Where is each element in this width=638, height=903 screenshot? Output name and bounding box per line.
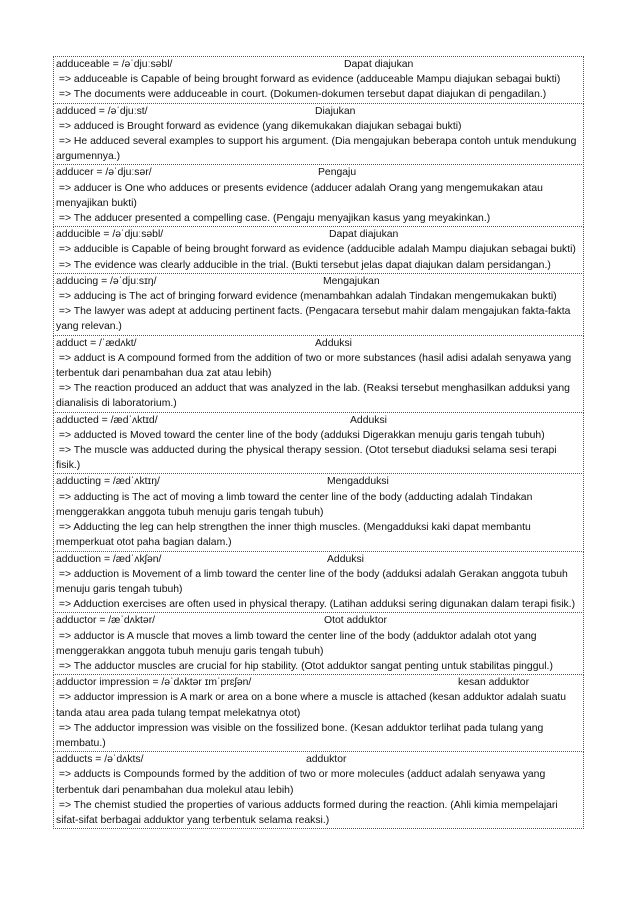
dictionary-entry: [53, 412, 584, 475]
entry-example: => The adductor impression was visible on the fossilized bone. (Kesan adduktor terlihat pada tulang yang membatu.): [56, 722, 547, 749]
entry-term: adduced = /əˈdjuːst/: [56, 105, 148, 117]
entry-term: adducible = /əˈdjuːsəbl/: [56, 229, 164, 241]
entry-translation: Otot adduktor: [324, 615, 387, 627]
dictionary-entry: [53, 164, 584, 227]
entry-example: => Adduction exercises are often used in physical therapy. (Latihan adduksi sering digunakan dalam terapi fisik.): [56, 599, 576, 611]
entry-term: adductor = /æˈdʌktər/: [56, 615, 156, 627]
entry-header: [56, 227, 581, 242]
entry-definition: => adduced is Brought forward as evidence (yang dikemukakan diajukan sebagai bukti): [56, 120, 462, 132]
dictionary-entry: [53, 674, 584, 752]
entry-definition: => adducting is The act of moving a limb toward the center line of the body (adducting adalah Tindakan menggerakkan anggota tubuh menuju garis tengah tubuh): [56, 491, 536, 518]
entry-example: => The chemist studied the properties of various adducts formed during the reaction. (Ahli kimia mempelajari sifat-sifat berbagai adduktor yang terbentuk selama reaksi.): [56, 799, 561, 826]
dictionary-entry: [53, 473, 584, 551]
entry-example: => The lawyer was adept at adducing pertinent facts. (Pengacara tersebut mahir dalam mengajukan fakta-fakta yang relevan.): [56, 306, 574, 333]
entry-term: adducts = /əˈdʌkts/: [56, 754, 144, 766]
entry-translation: adduktor: [306, 754, 347, 766]
entry-definition: => adducing is The act of bringing forward evidence (menambahkan adalah Tindakan mengemukakan bukti): [56, 291, 557, 303]
dictionary-entry: [53, 751, 584, 829]
entry-definition: => adduct is A compound formed from the addition of two or more substances (hasil adisi adalah senyawa yang terbentuk dari penambahan dua zat atau lebih): [56, 352, 575, 380]
entry-example: => The muscle was adducted during the physical therapy session. (Otot tersebut diaduksi selama sesi terapi fisik.): [56, 445, 560, 472]
entry-header: [56, 552, 581, 567]
entry-header: [56, 474, 581, 489]
entry-translation: Adduksi: [350, 414, 387, 426]
entry-term: adduceable = /əˈdjuːsəbl/: [56, 59, 173, 70]
entry-example: => He adduced several examples to support his argument. (Dia mengajukan beberapa contoh untuk mendukung argumennya.): [56, 136, 580, 163]
dictionary-entry: [53, 103, 584, 166]
entry-header: [56, 413, 581, 428]
entry-translation: Mengadduksi: [327, 476, 389, 488]
entry-term: adducted = /ædˈʌktɪd/: [56, 414, 158, 426]
dictionary-entry: [53, 335, 584, 413]
entry-header: [56, 104, 581, 119]
entry-example: => The evidence was clearly adducible in the trial. (Bukti tersebut jelas dapat diajukan dalam persidangan.): [56, 259, 551, 271]
entry-example: => The adductor muscles are crucial for hip stability. (Otot adduktor sangat penting untuk stabilitas pinggul.): [56, 660, 553, 672]
entry-term: adductor impression = /əˈdʌktər ɪmˈprɛʃən/: [56, 677, 252, 689]
dictionary-entry: [53, 551, 584, 614]
entry-example: => The documents were adduceable in court. (Dokumen-dokumen tersebut dapat diajukan di pengadilan.): [56, 89, 547, 101]
entry-definition: => adduction is Movement of a limb toward the center line of the body (adduksi adalah Gerakan anggota tubuh menuju garis tengah tubuh): [56, 568, 571, 595]
dictionary-entry: [53, 56, 584, 104]
entry-translation: Pengaju: [318, 167, 357, 179]
dictionary-entry: [53, 612, 584, 675]
entry-translation: Adduksi: [327, 553, 364, 565]
entry-translation: Diajukan: [315, 105, 356, 117]
entry-header: [56, 165, 581, 180]
entry-translation: kesan adduktor: [458, 677, 530, 689]
entry-definition: => adducible is Capable of being brought forward as evidence (adducible adalah Mampu diajukan sebagai bukti): [56, 244, 576, 256]
entry-example: => The reaction produced an adduct that was analyzed in the lab. (Reaksi tersebut menghasilkan adduksi yang dianalisis di laboratorium.): [56, 383, 573, 410]
entry-header: [56, 57, 581, 72]
entry-translation: Mengajukan: [323, 275, 380, 287]
entry-term: adduct = /ˈædʌkt/: [56, 337, 137, 349]
entry-example: => The adducer presented a compelling case. (Pengaju menyajikan kasus yang meyakinkan.): [56, 213, 491, 225]
entry-definition: => adductor impression is A mark or area on a bone where a muscle is attached (kesan adduktor adalah suatu tanda atau area pada tulang tempat melekatnya otot): [56, 692, 569, 719]
entry-definition: => adducer is One who adduces or presents evidence (adducer adalah Orang yang mengemukakan atau menyajikan bukti): [56, 182, 546, 209]
entry-header: [56, 274, 581, 289]
entry-header: [56, 336, 581, 351]
entry-term: adducer = /əˈdjuːsər/: [56, 167, 152, 179]
dictionary-entry: [53, 226, 584, 274]
entry-header: [56, 613, 581, 628]
entry-definition: => adducted is Moved toward the center line of the body (adduksi Digerakkan menuju garis tengah tubuh): [56, 429, 545, 441]
entry-term: adducing = /əˈdjuːsɪŋ/: [56, 275, 157, 287]
dictionary-entry: [53, 273, 584, 336]
entry-header: [56, 675, 581, 690]
dictionary-document: [53, 57, 584, 829]
entry-term: adduction = /ædˈʌkʃən/: [56, 553, 162, 565]
entry-example: => Adducting the leg can help strengthen the inner thigh muscles. (Mengadduksi kaki dapat membantu memperkuat otot paha bagian dalam.): [56, 522, 534, 549]
entry-translation: Dapat diajukan: [329, 229, 399, 241]
entry-translation: Dapat diajukan: [344, 59, 414, 70]
entry-definition: => adduceable is Capable of being brought forward as evidence (adduceable Mampu diajukan sebagai bukti): [56, 74, 561, 86]
entry-translation: Adduksi: [315, 337, 352, 349]
entry-term: adducting = /ædˈʌktɪŋ/: [56, 476, 160, 488]
entry-definition: => adductor is A muscle that moves a limb toward the center line of the body (adduktor adalah otot yang menggerakkan anggota tubuh menuju garis tengah tubuh): [56, 630, 540, 657]
entry-header: [56, 752, 581, 767]
entry-definition: => adducts is Compounds formed by the addition of two or more molecules (adduct adalah senyawa yang terbentuk dari penambahan dua molekul atau lebih): [56, 769, 549, 796]
